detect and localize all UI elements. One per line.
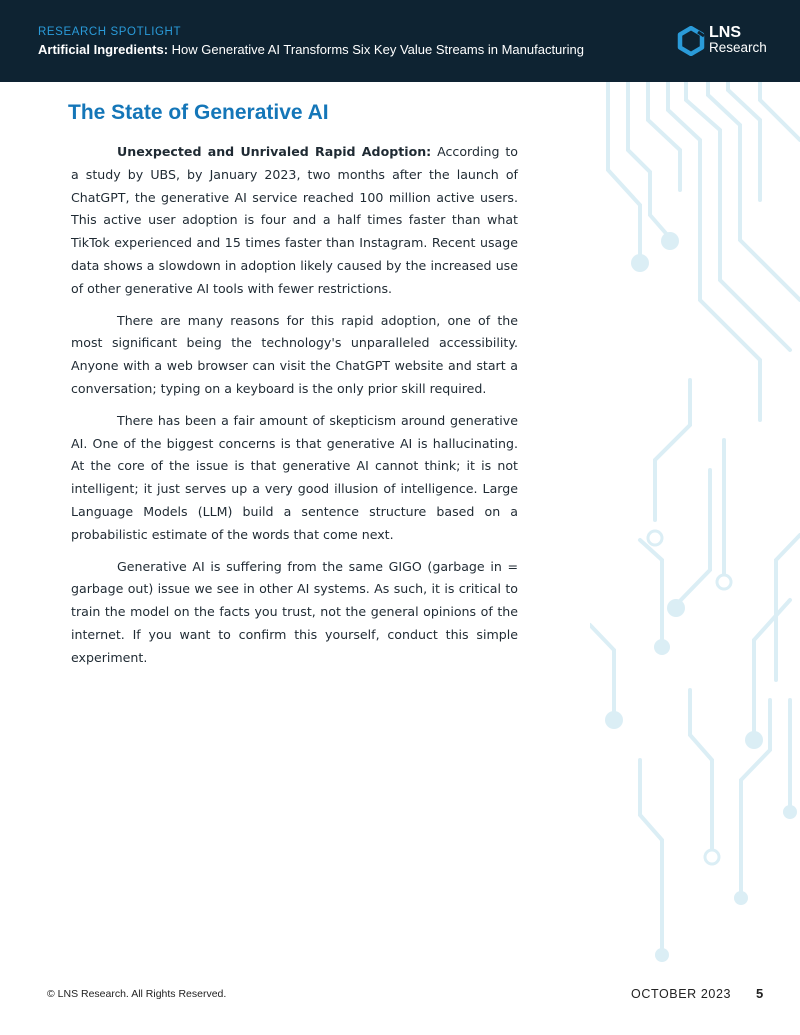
header-kicker: RESEARCH SPOTLIGHT [38, 26, 182, 38]
paragraph-2: There are many reasons for this rapid adoption, one of the most significant being the technology's unparalleled accessibility. Anyone with a web browser can visit the ChatGPT website and start a conversation; typing on a keyboard is the only prior skill required. [71, 312, 518, 396]
footer-copyright: © LNS Research. All Rights Reserved. [47, 988, 227, 1000]
paragraph-1-text: According to a study by UBS, by January 2023, two months after the launch of ChatGPT, the generative AI service reached 100 million active users. This active user adoption is four and a half times faster than what TikTok experienced and 15 times faster than Instagram. Recent usage data shows a slowdown in adoption likely caused by the increased use of other generative AI tools with fewer restrictions. [71, 144, 519, 296]
lns-logo [676, 24, 786, 60]
subtitle-bold: Artificial Ingredients: [38, 42, 169, 57]
logo-lns-text: LNS [709, 24, 741, 41]
page-header [0, 0, 800, 82]
page-title: The State of Generative AI [68, 101, 329, 124]
paragraph-4: Generative AI is suffering from the same GIGO (garbage in = garbage out) issue we see in other AI systems. As such, it is critical to train the model on the facts you trust, not the general opinions of the internet. If you want to confirm this yourself, conduct this simple experiment. [71, 558, 518, 665]
logo-research-text: Research [709, 40, 767, 55]
header-subtitle [38, 42, 584, 57]
page-number: 5 [756, 986, 764, 1001]
article-body [71, 141, 518, 679]
subtitle-rest: How Generative AI Transforms Six Key Value Streams in Manufacturing [168, 42, 584, 57]
circuit-trace-decoration [590, 82, 800, 972]
footer-date: OCTOBER 2023 [631, 987, 732, 1001]
paragraph-1-lead: Unexpected and Unrivaled Rapid Adoption: [117, 144, 432, 159]
lns-hexagon-logo-icon [676, 26, 706, 56]
paragraph-3: There has been a fair amount of skepticism around generative AI. One of the biggest concerns is that generative AI is hallucinating. At the core of the issue is that generative AI cannot think; it is not intelligent; it just serves up a very good illusion of intelligence. Large Language Models (LLM) build a sentence structure based on a probabilistic estimate of the words that come next. [71, 412, 518, 542]
paragraph-1 [71, 141, 518, 301]
